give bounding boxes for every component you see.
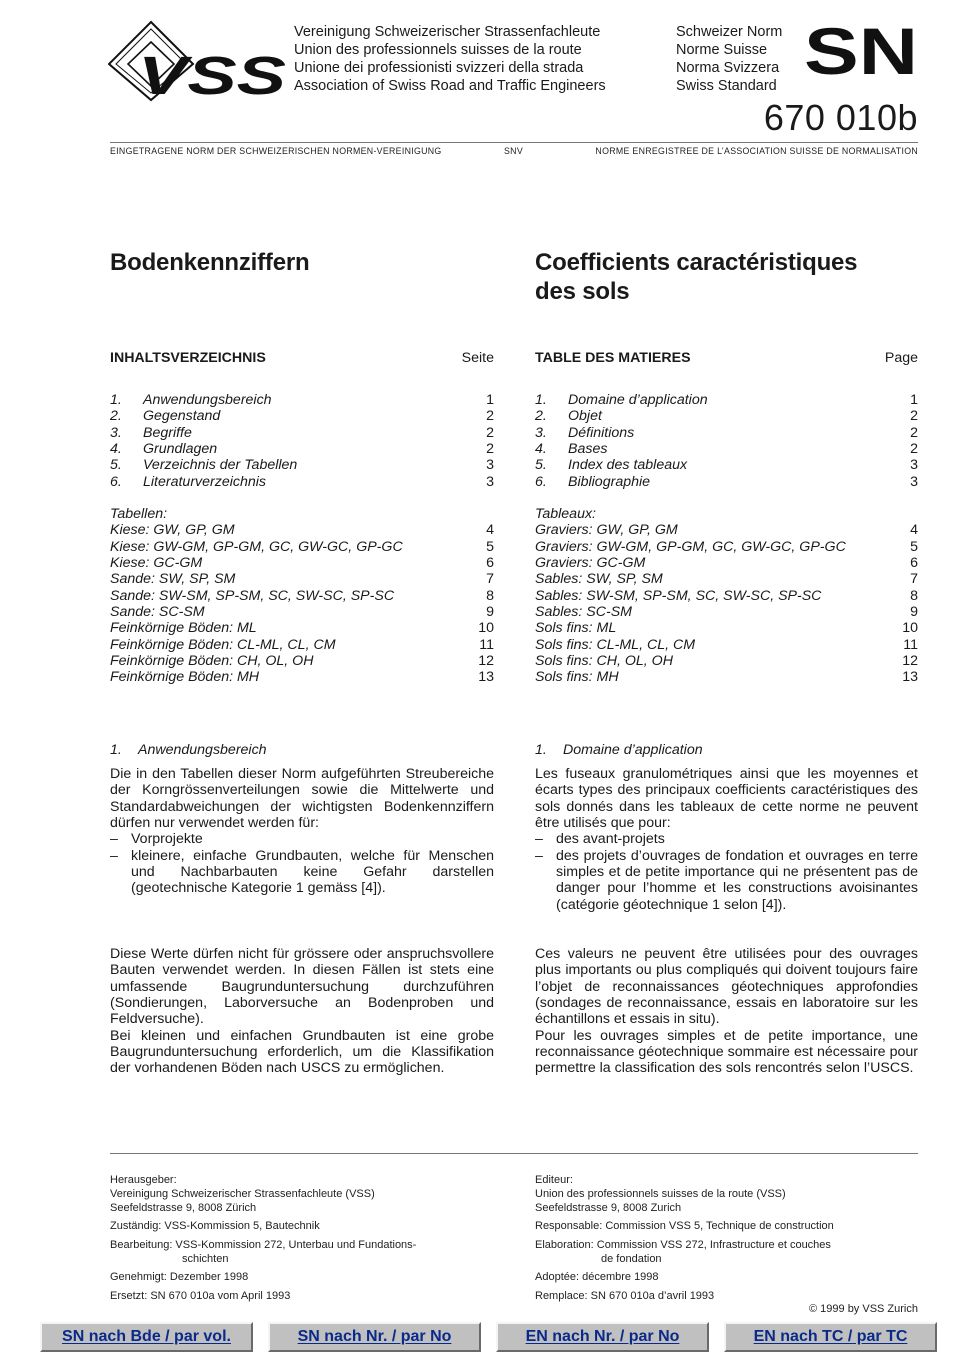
en-by-number-button[interactable]: EN nach Nr. / par No xyxy=(496,1322,709,1352)
bullet-list xyxy=(535,831,918,913)
table-entry-page: 12 xyxy=(902,653,918,670)
standard-line-fr: Norme Suisse xyxy=(676,42,768,58)
table-entry-page: 4 xyxy=(486,522,494,539)
toc-page-label-de: Seite xyxy=(461,350,494,366)
editing-committee: Elaboration: Commission VSS 272, Infrastructure et couches xyxy=(535,1239,831,1251)
section-heading-fr xyxy=(535,742,703,758)
toc-item-text: Gegenstand xyxy=(143,408,221,425)
paragraph: Les fuseaux granulométriques ainsi que les moyennes et écarts types des principaux coefficients caractéristiques des sols donnés dans les tableaux de cette norme ne peuvent être utilisés que pour: xyxy=(535,766,918,832)
paragraph: Die in den Tabellen dieser Norm aufgeführten Streubereiche der Korngrössenverteilungen sowie die Mittelwerte und Standardabweichungen der wichtigsten Bodenkennziffern dürfen nur verwendet werden für: xyxy=(110,766,494,832)
editing-committee: Bearbeitung: VSS-Kommission 272, Unterbau und Fundations- xyxy=(110,1239,417,1251)
toc-item xyxy=(535,425,918,441)
table-entry xyxy=(110,653,494,669)
table-entry xyxy=(110,555,494,571)
table-entry xyxy=(110,604,494,620)
table-entry xyxy=(110,539,494,555)
approval-date: Genehmigt: Dezember 1998 xyxy=(110,1271,249,1283)
table-entry xyxy=(535,669,918,685)
section-number: 1. xyxy=(535,742,547,758)
toc-item xyxy=(110,425,494,441)
toc-item-text: Anwendungsbereich xyxy=(143,392,272,408)
table-entry-page: 13 xyxy=(478,669,494,686)
table-entry xyxy=(110,669,494,685)
table-entry xyxy=(535,571,918,587)
table-entry-text: Sols fins: CL-ML, CL, CM xyxy=(535,636,696,653)
toc-item-text: Domaine d’application xyxy=(568,392,708,408)
registered-note-de: EINGETRAGENE NORM DER SCHWEIZERISCHEN NORMEN-VEREINIGUNG xyxy=(110,146,442,156)
org-line-it: Unione dei professionisti svizzeri della strada xyxy=(294,60,584,76)
toc-item-number: 1. xyxy=(535,392,547,408)
toc-item-page: 2 xyxy=(910,408,918,425)
table-entry-text: Sande: SW-SM, SP-SM, SC, SW-SC, SP-SC xyxy=(110,587,395,604)
toc-item xyxy=(110,457,494,473)
toc-item-number: 2. xyxy=(110,408,122,425)
table-entry-text: Feinkörnige Böden: MH xyxy=(110,669,260,686)
toc-item xyxy=(535,474,918,490)
toc-item xyxy=(110,441,494,457)
table-entry xyxy=(535,653,918,669)
table-entry-text: Sande: SW, SP, SM xyxy=(110,571,236,588)
toc-item xyxy=(535,457,918,473)
toc-list-fr xyxy=(535,392,918,490)
toc-item-page: 3 xyxy=(910,457,918,474)
tables-label-text: Tabellen: xyxy=(110,506,168,522)
table-entry-text: Graviers: GW, GP, GM xyxy=(535,522,678,539)
toc-item-text: Bibliographie xyxy=(568,473,651,490)
toc-header-de xyxy=(110,350,494,368)
paragraph: Ces valeurs ne peuvent être utilisées pour des ouvrages plus importants ou plus compliqués qui doivent toujours faire l’objet de reconnaissances géotechniques approfondies (sondages de reconnaissance, essais en laboratoire sur les échantillons et essais in situ). xyxy=(535,946,918,1028)
toc-item xyxy=(110,474,494,490)
table-entry-text: Graviers: GW-GM, GP-GM, GC, GW-GC, GP-GC xyxy=(535,538,846,555)
standard-type-names xyxy=(676,23,782,95)
toc-item-number: 4. xyxy=(535,441,547,458)
table-entry-page: 8 xyxy=(486,587,494,604)
table-entry-page: 8 xyxy=(910,587,918,604)
table-entry xyxy=(535,637,918,653)
standard-number: 670 010b xyxy=(763,97,918,138)
body-de-block-2 xyxy=(110,946,494,1077)
toc-item-text: Bases xyxy=(568,441,608,458)
bullet-item: – Vorprojekte xyxy=(110,831,494,847)
toc-item-text: Begriffe xyxy=(143,424,192,441)
publisher-info-fr xyxy=(535,1174,918,1304)
table-entry-page: 12 xyxy=(478,653,494,670)
table-entry xyxy=(110,522,494,538)
table-entry-text: Feinkörnige Böden: CH, OL, OH xyxy=(110,653,314,670)
table-entry xyxy=(535,588,918,604)
replaces-note: Ersetzt: SN 670 010a vom April 1993 xyxy=(110,1290,291,1302)
publisher-label: Editeur: xyxy=(535,1174,573,1186)
table-entry xyxy=(110,637,494,653)
table-entry-text: Kiese: GW, GP, GM xyxy=(110,522,235,539)
paragraph: Diese Werte dürfen nicht für grössere oder anspruchsvollere Bauten verwendet werden. In diesen Fällen ist stets eine umfassende Baugrunduntersuchung durchzuführen (Sondierungen, Laborversuche an Bodenproben und Feldversuche). xyxy=(110,946,494,1028)
table-entry-page: 7 xyxy=(486,571,494,588)
toc-item-text: Literaturverzeichnis xyxy=(143,473,267,490)
publisher-address: Seefeldstrasse 9, 8008 Zurich xyxy=(535,1201,682,1214)
toc-item-page: 2 xyxy=(486,424,494,441)
toc-item-text: Objet xyxy=(568,408,602,425)
table-entry-page: 4 xyxy=(910,522,918,539)
toc-item-number: 5. xyxy=(535,457,547,474)
table-entry-page: 13 xyxy=(902,669,918,686)
toc-item-page: 3 xyxy=(910,473,918,490)
tables-label-fr xyxy=(535,506,918,522)
table-entry-text: Kiese: GW-GM, GP-GM, GC, GW-GC, GP-GC xyxy=(110,538,403,555)
toc-item xyxy=(535,441,918,457)
table-entry-page: 7 xyxy=(910,571,918,588)
title-de: Bodenkennziffern xyxy=(110,249,310,276)
table-entry-page: 6 xyxy=(486,555,494,572)
toc-heading-fr: TABLE DES MATIERES xyxy=(535,350,691,366)
registered-note-snv: SNV xyxy=(504,146,523,156)
section-heading-de xyxy=(110,742,267,758)
toc-item-page: 2 xyxy=(910,424,918,441)
toc-item-number: 4. xyxy=(110,441,122,458)
toc-item-page: 3 xyxy=(486,457,494,474)
table-entry xyxy=(110,571,494,587)
toc-item-text: Grundlagen xyxy=(143,441,218,458)
toc-item-page: 2 xyxy=(486,441,494,458)
section-number: 1. xyxy=(110,742,122,758)
table-entry-page: 5 xyxy=(486,538,494,555)
publisher-name: Union des professionnels suisses de la route (VSS) xyxy=(535,1187,786,1200)
toc-list-de xyxy=(110,392,494,490)
table-entry-text: Feinkörnige Böden: CL-ML, CL, CM xyxy=(110,636,336,653)
toc-item-page: 1 xyxy=(910,392,918,408)
vss-logo-text: VSS xyxy=(138,46,286,102)
tables-list-de xyxy=(110,506,494,686)
org-line-de: Vereinigung Schweizerischer Strassenfachleute xyxy=(294,24,601,40)
table-entry xyxy=(535,522,918,538)
toc-item-number: 5. xyxy=(110,457,122,474)
paragraph: Pour les ouvrages simples et de petite importance, une reconnaissance géotechnique sommaire est nécessaire pour permettre la classification des sols rencontrés selon l’USCS. xyxy=(535,1027,918,1077)
organization-names xyxy=(294,23,606,95)
table-entry-page: 11 xyxy=(479,636,494,653)
sn-by-volume-button[interactable]: SN nach Bde / par vol. xyxy=(40,1322,253,1352)
toc-item-number: 3. xyxy=(110,424,122,441)
toc-heading-de: INHALTSVERZEICHNIS xyxy=(110,350,266,366)
toc-item-text: Index des tableaux xyxy=(568,457,688,474)
table-entry xyxy=(535,555,918,571)
title-fr xyxy=(535,248,857,306)
body-fr-block-1 xyxy=(535,766,918,913)
table-entry-page: 9 xyxy=(486,604,494,621)
toc-item xyxy=(110,408,494,424)
toc-item-page: 3 xyxy=(486,473,494,490)
table-entry xyxy=(535,604,918,620)
table-entry-text: Feinkörnige Böden: ML xyxy=(110,620,257,637)
table-entry-page: 9 xyxy=(910,604,918,621)
body-de-block-1 xyxy=(110,766,494,897)
standard-line-it: Norma Svizzera xyxy=(676,60,780,76)
responsible-committee: Zuständig: VSS-Kommission 5, Bautechnik xyxy=(110,1220,320,1232)
table-entry-text: Sande: SC-SM xyxy=(110,604,205,621)
standard-line-en: Swiss Standard xyxy=(676,78,777,94)
paragraph: Bei kleinen und einfachen Grundbauten ist eine grobe Baugrunduntersuchung erforderlich, um die Klassifikation der vorhandenen Böden nach USCS zu ermöglichen. xyxy=(110,1027,494,1077)
table-entry xyxy=(535,539,918,555)
org-line-fr: Union des professionnels suisses de la route xyxy=(294,42,582,58)
toc-item-number: 1. xyxy=(110,392,122,408)
toc-item xyxy=(110,392,494,408)
toc-item xyxy=(535,408,918,424)
toc-item-text: Verzeichnis der Tabellen xyxy=(143,457,298,474)
toc-item-page: 1 xyxy=(486,392,494,408)
editing-committee-cont: de fondation xyxy=(601,1252,662,1265)
toc-item-page: 2 xyxy=(486,408,494,425)
bullet-item: – des projets d’ouvrages de fondation et ouvrages en terre simples et de petite importance qui ne présentent pas de danger pour l’homme et les constructions avoisinantes (catégorie géotechnique 1 selon [4]). xyxy=(535,848,918,913)
section-title: Domaine d’application xyxy=(563,742,703,758)
toc-item-number: 6. xyxy=(535,473,547,490)
section-title: Anwendungsbereich xyxy=(138,742,267,758)
table-entry-text: Sables: SW-SM, SP-SM, SC, SW-SC, SP-SC xyxy=(535,587,822,604)
toc-item xyxy=(535,392,918,408)
table-entry-page: 10 xyxy=(478,620,494,637)
table-entry-text: Sables: SC-SM xyxy=(535,604,632,621)
table-entry-text: Sols fins: ML xyxy=(535,620,617,637)
body-fr-block-2 xyxy=(535,946,918,1077)
publisher-name: Vereinigung Schweizerischer Strassenfachleute (VSS) xyxy=(110,1187,375,1200)
table-entry xyxy=(110,588,494,604)
table-entry-page: 6 xyxy=(910,555,918,572)
toc-item-number: 6. xyxy=(110,473,122,490)
table-entry-text: Sables: SW, SP, SM xyxy=(535,571,663,588)
editing-committee-cont: schichten xyxy=(182,1252,229,1265)
sn-by-number-button[interactable]: SN nach Nr. / par No xyxy=(268,1322,481,1352)
header-rule xyxy=(110,142,918,143)
responsible-committee: Responsable: Commission VSS 5, Technique de construction xyxy=(535,1220,834,1232)
bullet-item: – des avant-projets xyxy=(535,831,918,847)
en-by-tc-button[interactable]: EN nach TC / par TC xyxy=(724,1322,937,1352)
table-entry-text: Kiese: GC-GM xyxy=(110,555,203,572)
table-entry-page: 10 xyxy=(902,620,918,637)
replaces-note: Remplace: SN 670 010a d’avril 1993 xyxy=(535,1290,715,1302)
publisher-address: Seefeldstrasse 9, 8008 Zürich xyxy=(110,1201,257,1214)
toc-page-label-fr: Page xyxy=(884,350,918,366)
toc-item-number: 2. xyxy=(535,408,547,425)
standard-line-de: Schweizer Norm xyxy=(676,24,783,40)
title-fr-line-1: Coefficients caractéristiques xyxy=(535,249,858,276)
vss-logo xyxy=(108,20,290,102)
registered-note-fr: NORME ENREGISTREE DE L’ASSOCIATION SUISSE DE NORMALISATION xyxy=(595,146,918,156)
tables-label-text: Tableaux: xyxy=(535,506,597,522)
toc-header-fr xyxy=(535,350,918,368)
table-entry-page: 11 xyxy=(903,636,918,653)
approval-date: Adoptée: décembre 1998 xyxy=(535,1271,659,1283)
copyright: © 1999 by VSS Zurich xyxy=(809,1303,918,1315)
table-entry-text: Graviers: GC-GM xyxy=(535,555,646,572)
tables-list-fr xyxy=(535,506,918,686)
sn-logo-text: SN xyxy=(804,24,918,76)
publisher-info-de xyxy=(110,1174,494,1304)
table-entry-page: 5 xyxy=(910,538,918,555)
sn-logo xyxy=(804,24,920,76)
toc-item-text: Définitions xyxy=(568,424,635,441)
toc-item-number: 3. xyxy=(535,424,547,441)
publisher-label: Herausgeber: xyxy=(110,1174,177,1186)
footer-rule xyxy=(110,1153,918,1154)
org-line-en: Association of Swiss Road and Traffic Engineers xyxy=(294,78,606,94)
tables-label-de xyxy=(110,506,494,522)
table-entry-text: Sols fins: CH, OL, OH xyxy=(535,653,673,670)
title-fr-line-2: des sols xyxy=(535,278,630,305)
table-entry-text: Sols fins: MH xyxy=(535,669,619,686)
toc-item-page: 2 xyxy=(910,441,918,458)
table-entry xyxy=(110,620,494,636)
table-entry xyxy=(535,620,918,636)
bullet-list xyxy=(110,831,494,896)
bullet-item: – kleinere, einfache Grundbauten, welche für Menschen und Nachbarbauten keine Gefahr darstellen (geotechnische Kategorie 1 gemäss [4]). xyxy=(110,848,494,897)
